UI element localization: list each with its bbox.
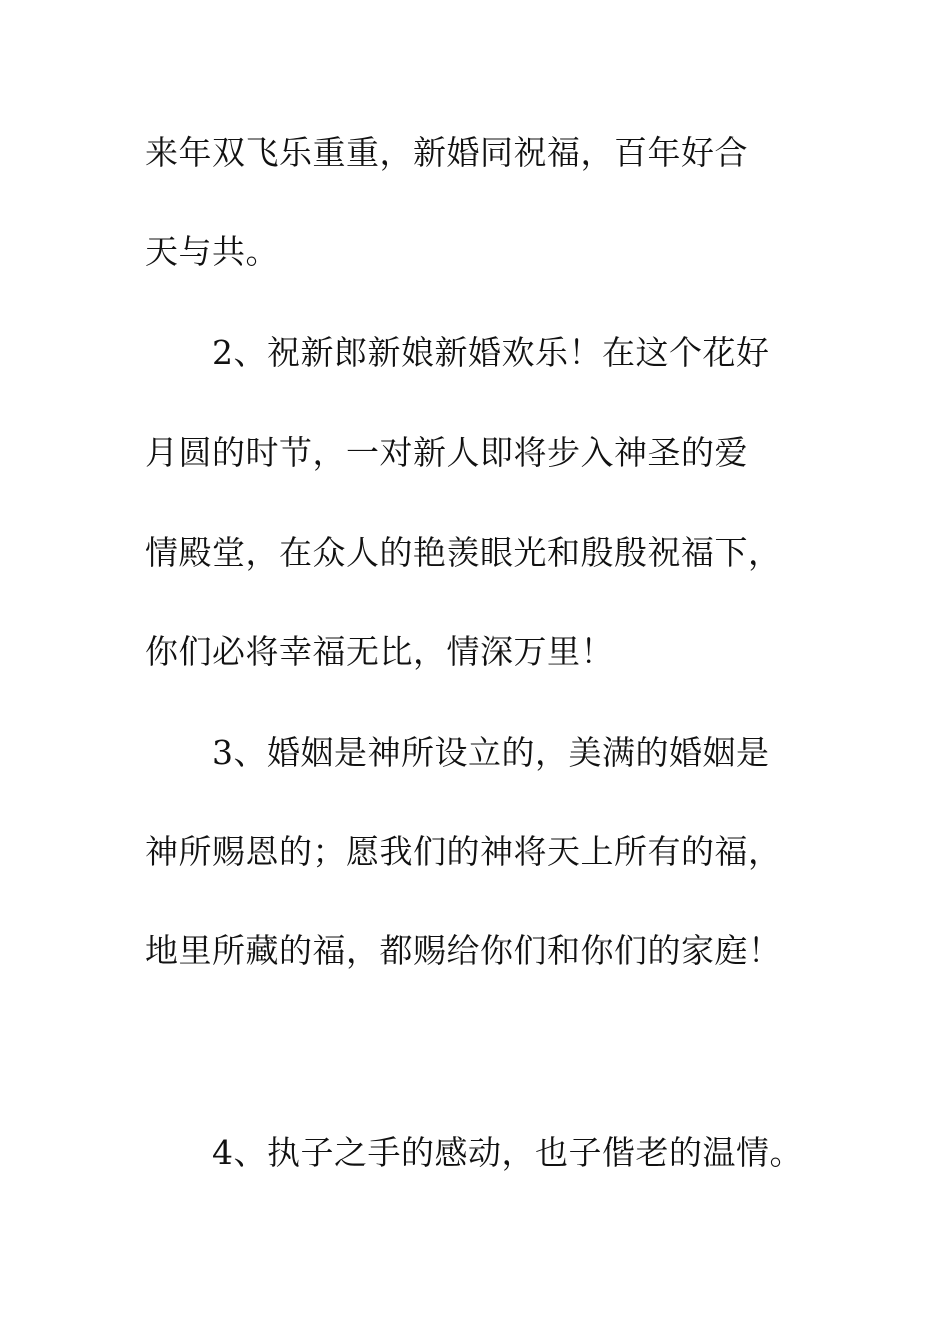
text-line-2: 天与共。 [145,232,279,271]
paragraph-2-line-3: 情殿堂，在众人的艳羡眼光和殷殷祝福下， [145,533,782,572]
paragraph-4-line-1: 4、执子之手的感动，也子偕老的温情。 [212,1133,803,1172]
paragraph-3-line-2: 神所赐恩的；愿我们的神将天上所有的福， [145,832,782,871]
paragraph-2-line-4: 你们必将幸福无比，情深万里！ [145,632,614,671]
paragraph-2-line-1: 2、祝新郎新娘新婚欢乐！在这个花好 [212,333,770,372]
paragraph-3-line-1: 3、婚姻是神所设立的，美满的婚姻是 [212,733,770,772]
text-line-1: 来年双飞乐重重，新婚同祝福，百年好合 [145,133,748,172]
paragraph-3-line-3: 地里所藏的福，都赐给你们和你们的家庭！ [145,931,782,970]
paragraph-2-line-2: 月圆的时节，一对新人即将步入神圣的爱 [145,433,748,472]
